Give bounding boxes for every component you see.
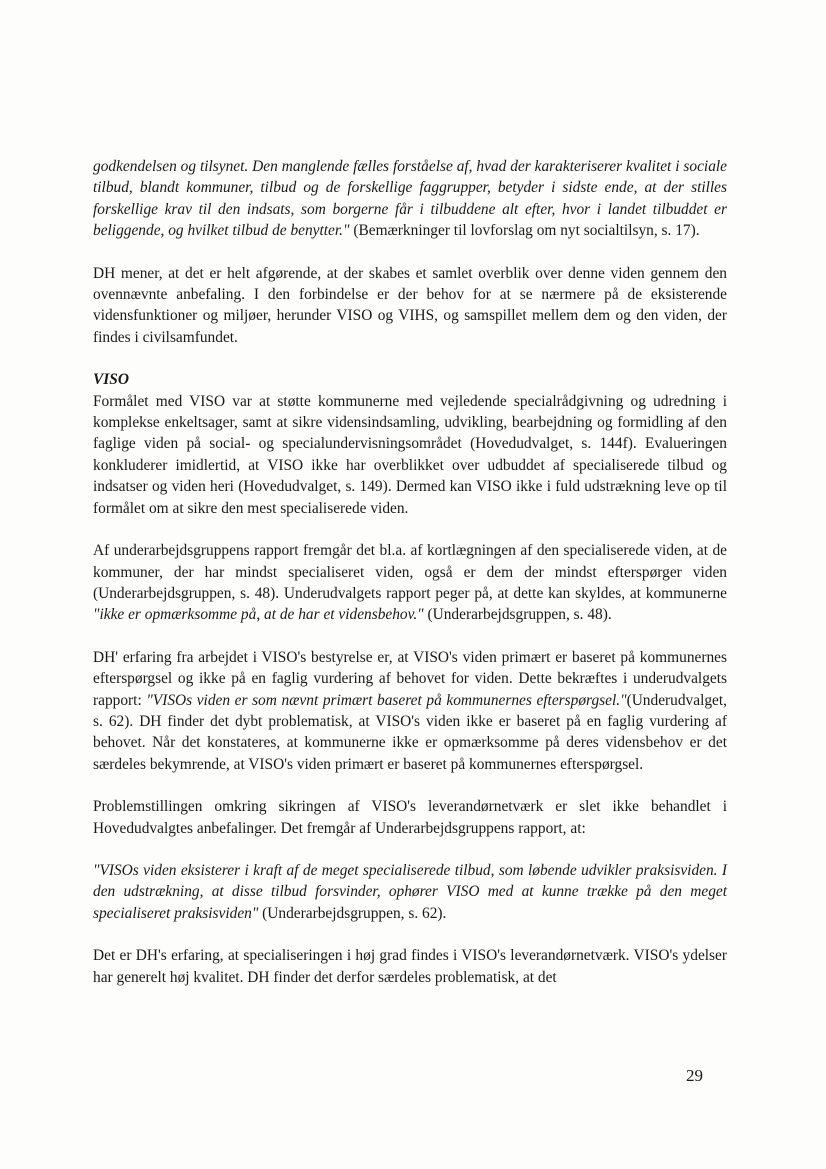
page-body <box>93 156 727 1009</box>
paragraph-text-rest: (Underudvalget, s. 62). DH finder det dybt problematisk, at VISO's viden ikke er baseret på en faglig vurdering af behovet. Når det konstateres, at kommunerne ikke er opmærksomme på deres vidensbehov er det særdeles bekymrende, at VISO's viden primært er baseret på kommunernes efterspørgsel. <box>93 691 727 773</box>
paragraph-specialisering: Det er DH's erfaring, at specialiseringen i høj grad findes i VISO's leverandørnetværk. VISO's ydelser har generelt høj kvalitet. DH finder det derfor særdeles problematisk, at det <box>93 947 727 986</box>
page-number: 29 <box>686 1066 703 1085</box>
quoted-text: "VISOs viden eksisterer i kraft af de meget specialiserede tilbud, som løbende udvikler praksisviden. I den udstrækning, at disse tilbud forsvinder, ophører VISO med at kunne trække på den meget specialiseret praksisviden" <box>93 861 727 922</box>
paragraph-overview: DH mener, at det er helt afgørende, at der skabes et samlet overblik over denne viden gennem den ovennævnte anbefaling. I den forbindelse er der behov for at se nærmere på de eksisterende vidensfunktioner og miljøer, herunder VISO og VIHS, og samspillet mellem dem og den viden, der findes i civilsamfundet. <box>93 264 727 346</box>
section-heading-viso: VISO <box>93 371 129 389</box>
paragraph-underarbejdsgruppe <box>93 540 727 626</box>
quoted-text: "ikke er opmærksomme på, at de har et vidensbehov." <box>93 606 424 624</box>
quoted-text: "VISOs viden er som nævnt primært baseret på kommunernes efterspørgsel." <box>146 691 627 709</box>
paragraph-block-quote <box>93 860 727 924</box>
paragraph-dh-experience <box>93 647 727 775</box>
citation: (Underarbejdsgruppen, s. 62). <box>258 904 447 922</box>
citation: (Bemærkninger til lovforslag om nyt socialtilsyn, s. 17). <box>349 222 700 240</box>
paragraph-viso-purpose: Formålet med VISO var at støtte kommunerne med vejledende specialrådgivning og udredning i komplekse enkeltsager, samt at sikre vidensindsamling, udvikling, bearbejdning og formidling af den faglige viden på social- og specialundervisningsområdet (Hovedudvalget, s. 144f). Evalueringen konkluderer imidlertid, at VISO ikke har overblikket over udbuddet af specialiserede tilbud og indsatser og viden heri (Hovedudvalget, s. 149). Dermed kan VISO ikke i fuld udstrækning leve op til formålet om at sikre den mest specialiserede viden. <box>93 392 727 517</box>
quoted-text: godkendelsen og tilsynet. Den manglende fælles forståelse af, hvad der karakteriserer kvalitet i sociale tilbud, blandt kommuner, tilbud og de forskellige faggrupper, betyder i sidste ende, at der stilles forskellige krav til den indsats, som borgerne får i tilbuddene alt efter, hvor i landet tilbuddet er beliggende, og hvilket tilbud de benytter." <box>93 158 727 240</box>
paragraph-text: Af underarbejdsgruppens rapport fremgår det bl.a. af kortlægningen af den specialiserede viden, at de kommuner, der har mindst specialiseret viden, også er dem der mindst efterspørger viden (Underarbejdsgruppen, s. 48). Underudvalgets rapport peger på, at dette kan skyldes, at kommunerne <box>93 542 727 602</box>
paragraph-quote-continuation <box>93 156 727 242</box>
paragraph-leverandoernetvaerk: Problemstillingen omkring sikringen af VISO's leverandørnetværk er slet ikke behandlet i Hovedudvalgtes anbefalinger. Det fremgår af Underarbejdsgruppens rapport, at: <box>93 798 727 837</box>
paragraph-text: DH' erfaring fra arbejdet i VISO's bestyrelse er, at VISO's viden primært er baseret på kommunernes efterspørgsel og ikke på en faglig vurdering af behovet for viden. Dette bekræftes i underudvalgets rapport: <box>93 648 727 709</box>
citation: (Underarbejdsgruppen, s. 48). <box>423 606 612 624</box>
